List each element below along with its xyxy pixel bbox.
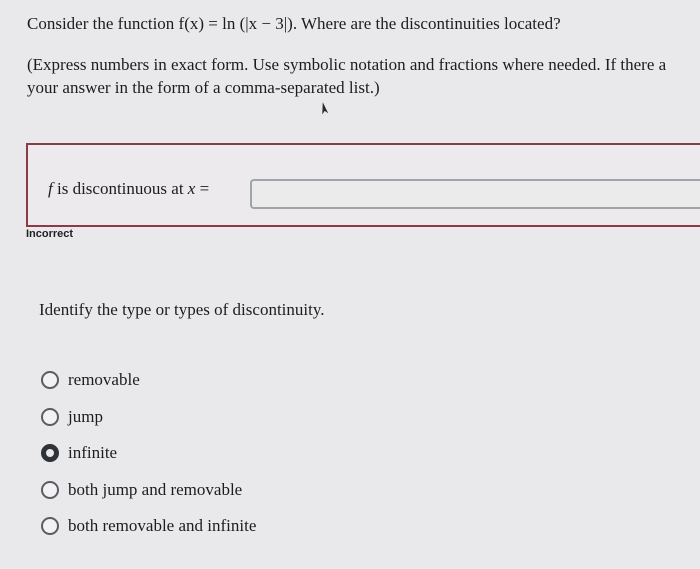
option-infinite[interactable]: [41, 435, 256, 472]
option-label: jump: [68, 406, 103, 426]
instructions-line-1: (Express numbers in exact form. Use symbolic notation and fractions where needed. If there a: [27, 55, 667, 74]
instructions: [27, 53, 700, 99]
radio-removable[interactable]: [41, 371, 59, 389]
answer-box: [26, 143, 700, 227]
answer-prompt: f is discontinuous at x =: [48, 179, 210, 198]
type-options: [41, 362, 256, 545]
option-label: removable: [68, 370, 140, 390]
option-removable[interactable]: [41, 362, 256, 399]
option-label: infinite: [68, 443, 118, 463]
radio-both-removable-and-infinite[interactable]: [41, 517, 59, 535]
radio-infinite[interactable]: [41, 444, 59, 462]
mouse-cursor-icon: [317, 100, 331, 116]
radio-jump[interactable]: [41, 408, 59, 426]
option-both-jump-and-removable[interactable]: [41, 472, 256, 509]
instructions-line-2: your answer in the form of a comma-separated list.): [27, 78, 380, 97]
type-question: Identify the type or types of discontinuity.: [39, 300, 325, 319]
question-text: Consider the function f(x) = ln (|x − 3|). Where are the discontinuities located?: [27, 14, 561, 33]
radio-both-jump-and-removable[interactable]: [41, 481, 59, 499]
answer-input[interactable]: [250, 179, 700, 209]
option-label: both jump and removable: [68, 479, 243, 499]
status-incorrect: Incorrect: [26, 228, 74, 240]
option-label: both removable and infinite: [68, 516, 257, 536]
option-both-removable-and-infinite[interactable]: [41, 508, 256, 545]
option-jump[interactable]: [41, 399, 256, 436]
